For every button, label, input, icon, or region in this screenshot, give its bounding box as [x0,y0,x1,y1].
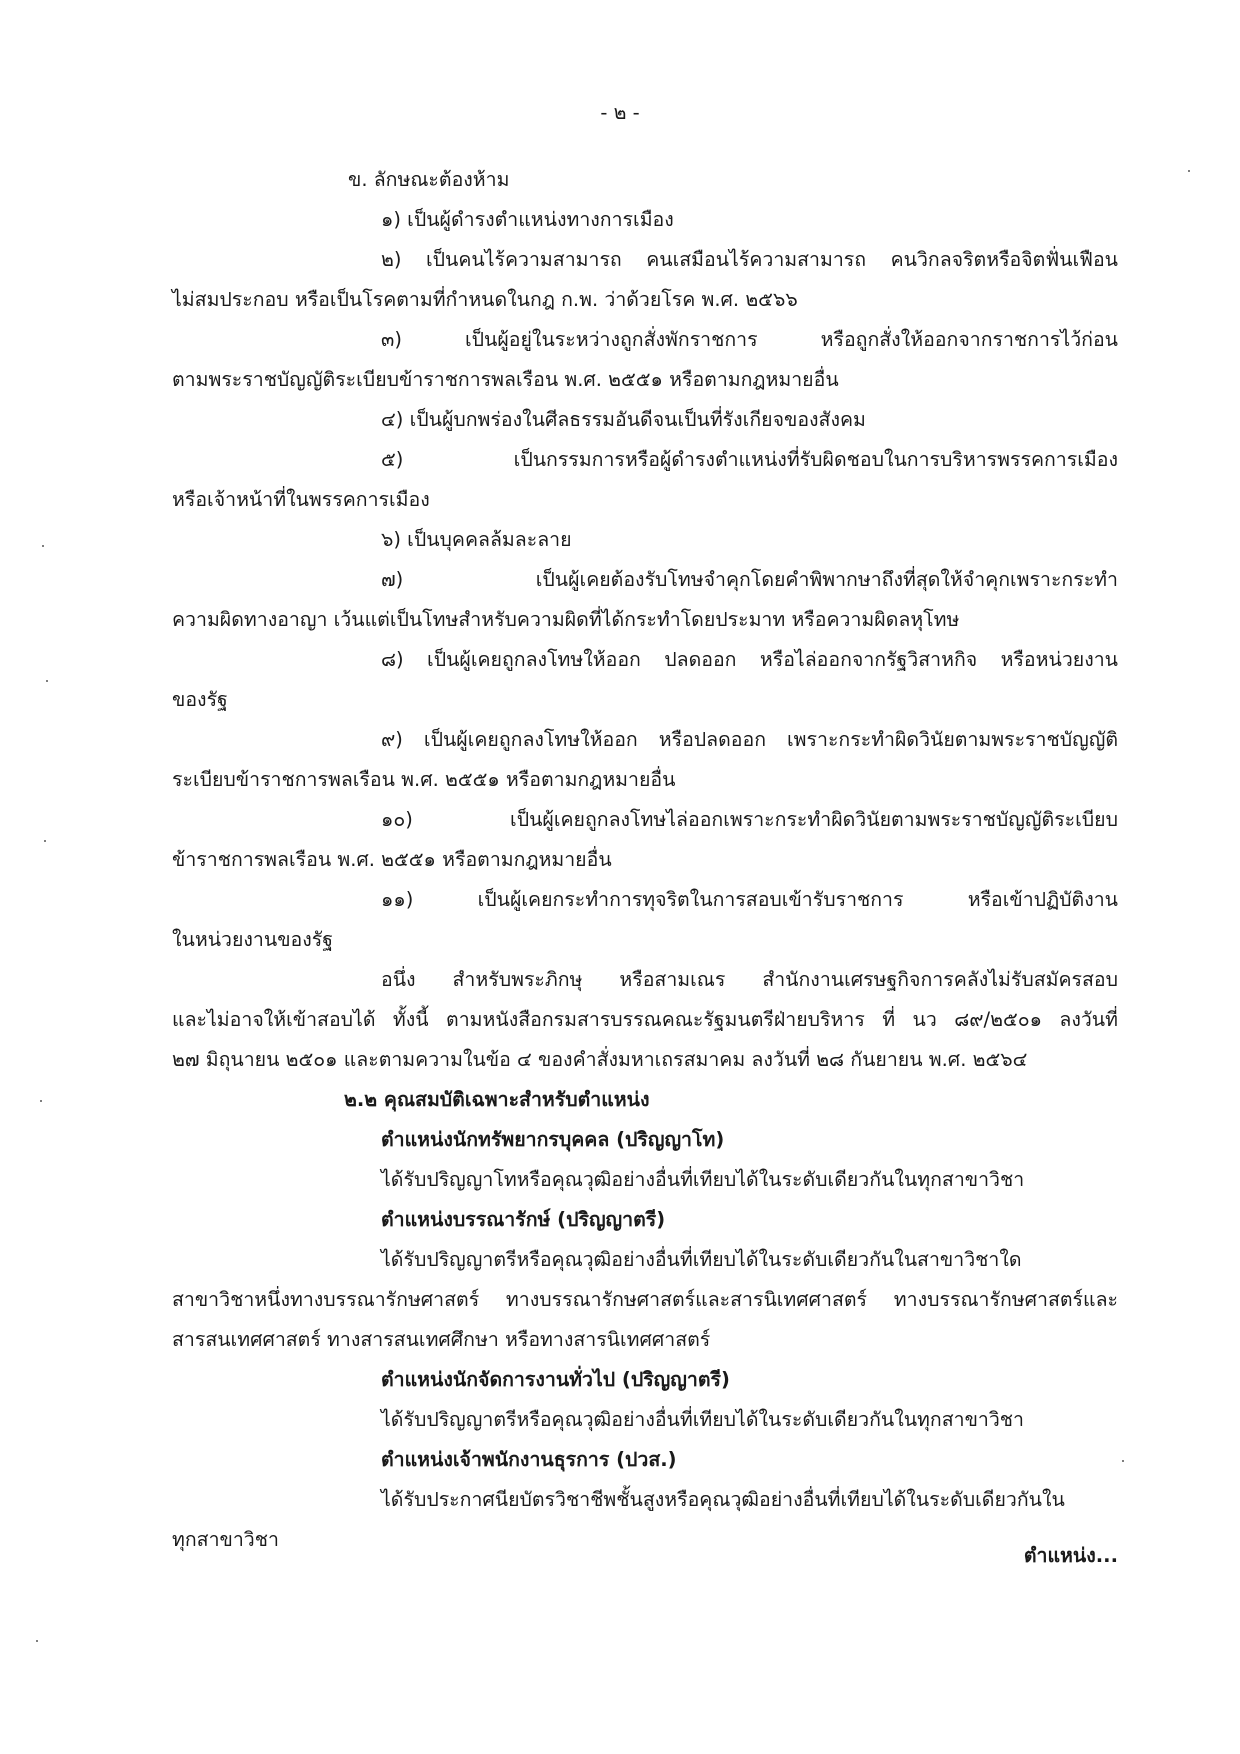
page-number: - ๒ - [600,101,640,124]
position-title-librarian: ตำแหน่งบรรณารักษ์ (ปริญญาตรี) [381,1208,666,1231]
prohibition-item-6: ๖) เป็นบุคคลล้มละลาย [381,528,572,551]
continuation-marker: ตำแหน่ง... [1023,1544,1118,1567]
scan-speck [46,680,48,682]
monk-note: อนึ่ง สำหรับพระภิกษุ หรือสามเณร สำนักงานเศรษฐกิจการคลังไม่รับสมัครสอบ [381,968,1118,991]
prohibition-item-3-cont: ตามพระราชบัญญัติระเบียบข้าราชการพลเรือน พ.ศ. ๒๕๕๑ หรือตามกฎหมายอื่น [172,368,839,391]
prohibition-item-2: ๒) เป็นคนไร้ความสามารถ คนเสมือนไร้ความสามารถ คนวิกลจริตหรือจิตฟั่นเฟือน [381,248,1118,271]
prohibition-item-8-cont: ของรัฐ [172,688,228,711]
prohibition-item-5-cont: หรือเจ้าหน้าที่ในพรรคการเมือง [172,488,430,511]
scan-speck [42,545,44,547]
scan-speck [36,1640,38,1642]
position-qualification-admin-officer: ได้รับประกาศนียบัตรวิชาชีพชั้นสูงหรือคุณวุฒิอย่างอื่นที่เทียบได้ในระดับเดียวกันใน [381,1488,1065,1511]
prohibition-item-11: ๑๑) เป็นผู้เคยกระทำการทุจริตในการสอบเข้ารับราชการ หรือเข้าปฏิบัติงาน [381,888,1118,911]
position-qualification-general-admin: ได้รับปริญญาตรีหรือคุณวุฒิอย่างอื่นที่เทียบได้ในระดับเดียวกันในทุกสาขาวิชา [381,1408,1024,1431]
scan-speck [1122,1460,1124,1462]
prohibition-item-5: ๕) เป็นกรรมการหรือผู้ดำรงตำแหน่งที่รับผิดชอบในการบริหารพรรคการเมือง [381,448,1118,471]
position-qualification-hr: ได้รับปริญญาโทหรือคุณวุฒิอย่างอื่นที่เทียบได้ในระดับเดียวกันในทุกสาขาวิชา [381,1168,1025,1191]
position-qualification-librarian-cont-1: สาขาวิชาหนึ่งทางบรรณารักษศาสตร์ ทางบรรณารักษศาสตร์และสารนิเทศศาสตร์ ทางบรรณารักษศาสตร์และ [172,1288,1118,1311]
scan-speck [40,1100,42,1102]
section-heading-specific-qualifications: ๒.๒ คุณสมบัติเฉพาะสำหรับตำแหน่ง [344,1088,650,1111]
section-heading-prohibited-traits: ข. ลักษณะต้องห้าม [348,168,510,191]
prohibition-item-9: ๙) เป็นผู้เคยถูกลงโทษให้ออก หรือปลดออก เพราะกระทำผิดวินัยตามพระราชบัญญัติ [381,728,1118,751]
prohibition-item-10-cont: ข้าราชการพลเรือน พ.ศ. ๒๕๕๑ หรือตามกฎหมายอื่น [172,848,612,871]
position-qualification-librarian-cont-2: สารสนเทศศาสตร์ ทางสารสนเทศศึกษา หรือทางสารนิเทศศาสตร์ [172,1328,711,1351]
prohibition-item-2-cont: ไม่สมประกอบ หรือเป็นโรคตามที่กำหนดในกฎ ก.พ. ว่าด้วยโรค พ.ศ. ๒๕๖๖ [172,288,798,311]
monk-note-cont-2: ๒๗ มิถุนายน ๒๕๐๑ และตามความในข้อ ๔ ของคำสั่งมหาเถรสมาคม ลงวันที่ ๒๘ กันยายน พ.ศ. ๒๕๖๔ [172,1048,1028,1071]
monk-note-cont-1: และไม่อาจให้เข้าสอบได้ ทั้งนี้ ตามหนังสือกรมสารบรรณคณะรัฐมนตรีฝ่ายบริหาร ที่ นว ๘๙/๒๕๐๑ ลงวันที่ [172,1008,1118,1031]
prohibition-item-7-cont: ความผิดทางอาญา เว้นแต่เป็นโทษสำหรับความผิดที่ได้กระทำโดยประมาท หรือความผิดลหุโทษ [172,608,960,631]
position-qualification-librarian: ได้รับปริญญาตรีหรือคุณวุฒิอย่างอื่นที่เทียบได้ในระดับเดียวกันในสาขาวิชาใด [381,1248,1022,1271]
prohibition-item-7: ๗) เป็นผู้เคยต้องรับโทษจำคุกโดยคำพิพากษาถึงที่สุดให้จำคุกเพราะกระทำ [381,568,1118,591]
position-title-admin-officer: ตำแหน่งเจ้าพนักงานธุรการ (ปวส.) [381,1448,677,1471]
prohibition-item-1: ๑) เป็นผู้ดำรงตำแหน่งทางการเมือง [381,208,674,231]
prohibition-item-4: ๔) เป็นผู้บกพร่องในศีลธรรมอันดีจนเป็นที่รังเกียจของสังคม [381,408,866,431]
scan-speck [44,840,46,842]
prohibition-item-10: ๑๐) เป็นผู้เคยถูกลงโทษไล่ออกเพราะกระทำผิดวินัยตามพระราชบัญญัติระเบียบ [381,808,1118,831]
prohibition-item-9-cont: ระเบียบข้าราชการพลเรือน พ.ศ. ๒๕๕๑ หรือตามกฎหมายอื่น [172,768,676,791]
prohibition-item-8: ๘) เป็นผู้เคยถูกลงโทษให้ออก ปลดออก หรือไล่ออกจากรัฐวิสาหกิจ หรือหน่วยงาน [381,648,1118,671]
position-title-general-admin: ตำแหน่งนักจัดการงานทั่วไป (ปริญญาตรี) [381,1368,730,1391]
prohibition-item-11-cont: ในหน่วยงานของรัฐ [172,928,334,951]
document-body [172,160,1118,1560]
prohibition-item-3: ๓) เป็นผู้อยู่ในระหว่างถูกสั่งพักราชการ หรือถูกสั่งให้ออกจากราชการไว้ก่อน [381,328,1118,351]
scan-speck [1188,170,1190,172]
position-title-hr: ตำแหน่งนักทรัพยากรบุคคล (ปริญญาโท) [381,1128,725,1151]
position-qualification-admin-officer-cont: ทุกสาขาวิชา [172,1528,279,1551]
